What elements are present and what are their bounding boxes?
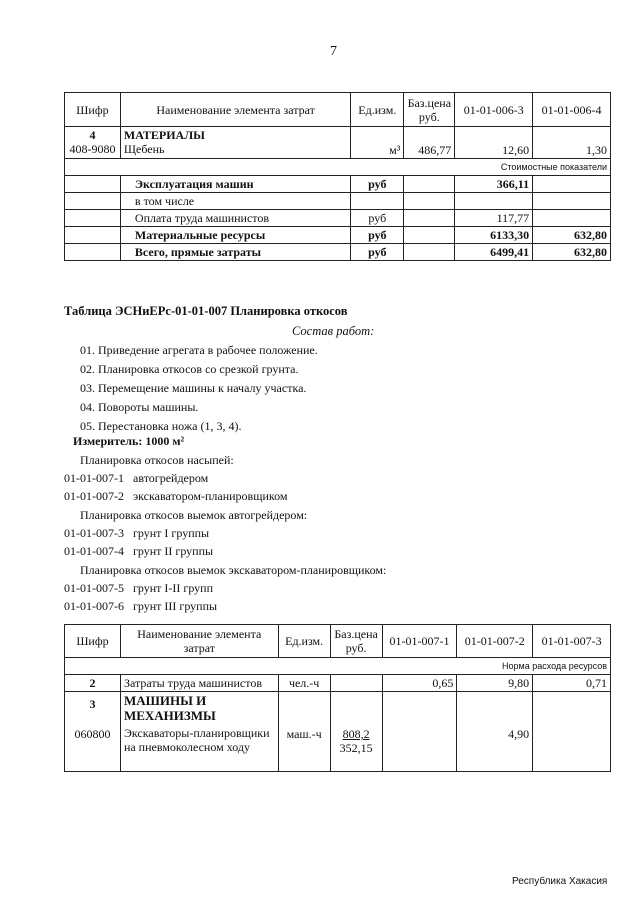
subheader-row xyxy=(65,159,611,176)
material-name: Щебень xyxy=(123,142,165,156)
subheader-row xyxy=(65,658,611,675)
costs-table xyxy=(64,92,611,261)
cost-v1: 6133,30 xyxy=(455,227,533,244)
group-heading: Планировка откосов насыпей: xyxy=(80,453,234,467)
cost-v1: 366,11 xyxy=(455,176,533,193)
header-cell: 01-01-006-4 xyxy=(533,93,611,127)
cost-unit xyxy=(351,193,404,210)
row-value: 0,71 xyxy=(533,675,611,692)
resources-table xyxy=(64,624,611,772)
cost-v1: 6499,41 xyxy=(455,244,533,261)
material-value: 12,60 xyxy=(455,127,533,159)
header-cell: 01-01-007-1 xyxy=(382,625,457,658)
table-header-row xyxy=(65,93,611,127)
header-cell: Шифр xyxy=(65,93,121,127)
cost-v2 xyxy=(533,193,611,210)
cost-v1 xyxy=(455,193,533,210)
material-value: 1,30 xyxy=(533,127,611,159)
footer: Республика Хакасия xyxy=(512,876,608,887)
table-title: Таблица ЭСНиЕРс-01-01-007 Планировка откосов xyxy=(64,304,348,318)
cost-v2: 632,80 xyxy=(533,227,611,244)
material-price: 486,77 xyxy=(404,127,455,159)
row-name: Затраты труда машинистов xyxy=(120,675,278,692)
header-cell: 01-01-007-3 xyxy=(533,625,611,658)
row-number: 2 xyxy=(65,675,121,692)
cost-v1: 117,77 xyxy=(455,210,533,227)
machine-price-bottom: 352,15 xyxy=(339,741,373,755)
work-item: 02. Планировка откосов со срезкой грунта. xyxy=(80,362,299,376)
header-cell: 01-01-007-2 xyxy=(457,625,533,658)
work-item: 03. Перемещение машины к началу участка. xyxy=(80,381,307,395)
table-row xyxy=(65,692,611,772)
cost-row xyxy=(65,244,611,261)
row-value: 9,80 xyxy=(457,675,533,692)
item-text: автогрейдером xyxy=(133,471,209,485)
header-cell: Ед.изм. xyxy=(278,625,330,658)
section-number: 4 xyxy=(89,128,96,142)
machine-value: 4,90 xyxy=(457,692,533,772)
cost-v2: 632,80 xyxy=(533,244,611,261)
cost-name: в том числе xyxy=(120,193,350,210)
work-item: 01. Приведение агрегата в рабочее положение. xyxy=(80,343,318,357)
header-cell: Шифр xyxy=(65,625,121,658)
group-heading: Планировка откосов выемок автогрейдером: xyxy=(80,508,308,522)
cost-v2 xyxy=(533,176,611,193)
groups xyxy=(64,453,604,617)
item-code: 01-01-007-3 xyxy=(64,526,124,540)
header-cell: 01-01-006-3 xyxy=(455,93,533,127)
cost-unit: руб xyxy=(351,227,404,244)
item-code: 01-01-007-5 xyxy=(64,581,124,595)
machine-name: Экскаваторы-планировщики на пневмоколесном ходу xyxy=(123,726,270,754)
work-item: 05. Перестановка ножа (1, 3, 4). xyxy=(80,419,242,433)
item-text: грунт I группы xyxy=(133,526,210,540)
cost-name: Всего, прямые затраты xyxy=(120,244,350,261)
table-row xyxy=(65,675,611,692)
machine-price-top: 808,2 xyxy=(342,727,370,741)
subheader: Норма расхода ресурсов xyxy=(65,658,611,675)
row-unit: чел.-ч xyxy=(278,675,330,692)
cost-name: Эксплуатация машин xyxy=(120,176,350,193)
work-item: 04. Повороты машины. xyxy=(80,400,199,414)
cost-row xyxy=(65,227,611,244)
cost-v2 xyxy=(533,210,611,227)
table-header-row xyxy=(65,625,611,658)
machine-unit: маш.-ч xyxy=(278,692,330,772)
section-title: МАТЕРИАЛЫ xyxy=(123,128,205,142)
item-text: грунт II группы xyxy=(133,544,214,558)
page-number: 7 xyxy=(330,44,337,59)
material-unit: м³ xyxy=(351,127,404,159)
cost-row xyxy=(65,176,611,193)
item-code: 01-01-007-1 xyxy=(64,471,124,485)
header-cell: Баз.цена руб. xyxy=(404,93,455,127)
item-text: грунт III группы xyxy=(133,599,218,613)
item-code: 01-01-007-2 xyxy=(64,489,124,503)
item-text: экскаватором-планировщиком xyxy=(133,489,288,503)
header-cell: Баз.цена руб. xyxy=(330,625,382,658)
section-title: МАШИНЫ И МЕХАНИЗМЫ xyxy=(123,693,216,723)
row-value: 0,65 xyxy=(382,675,457,692)
cost-name: Материальные ресурсы xyxy=(120,227,350,244)
header-cell: Наименование элемента затрат xyxy=(120,625,278,658)
cost-row xyxy=(65,193,611,210)
header-cell: Ед.изм. xyxy=(351,93,404,127)
material-code: 408-9080 xyxy=(69,142,116,156)
measure: Измеритель: 1000 м² xyxy=(73,434,185,448)
header-cell: Наименование элемента затрат xyxy=(120,93,350,127)
work-title: Состав работ: xyxy=(292,324,375,338)
section-number: 3 xyxy=(89,697,96,711)
cost-name: Оплата труда машинистов xyxy=(120,210,350,227)
item-text: грунт I-II групп xyxy=(133,581,214,595)
item-code: 01-01-007-6 xyxy=(64,599,124,613)
table-row xyxy=(65,127,611,159)
item-code: 01-01-007-4 xyxy=(64,544,124,558)
subheader: Стоимостные показатели xyxy=(65,159,611,176)
cost-unit: руб xyxy=(351,244,404,261)
work-list xyxy=(80,343,600,438)
group-heading: Планировка откосов выемок экскаватором-планировщиком: xyxy=(80,563,387,577)
cost-unit: руб xyxy=(351,210,404,227)
machine-code: 060800 xyxy=(74,727,111,741)
cost-unit: руб xyxy=(351,176,404,193)
cost-row xyxy=(65,210,611,227)
